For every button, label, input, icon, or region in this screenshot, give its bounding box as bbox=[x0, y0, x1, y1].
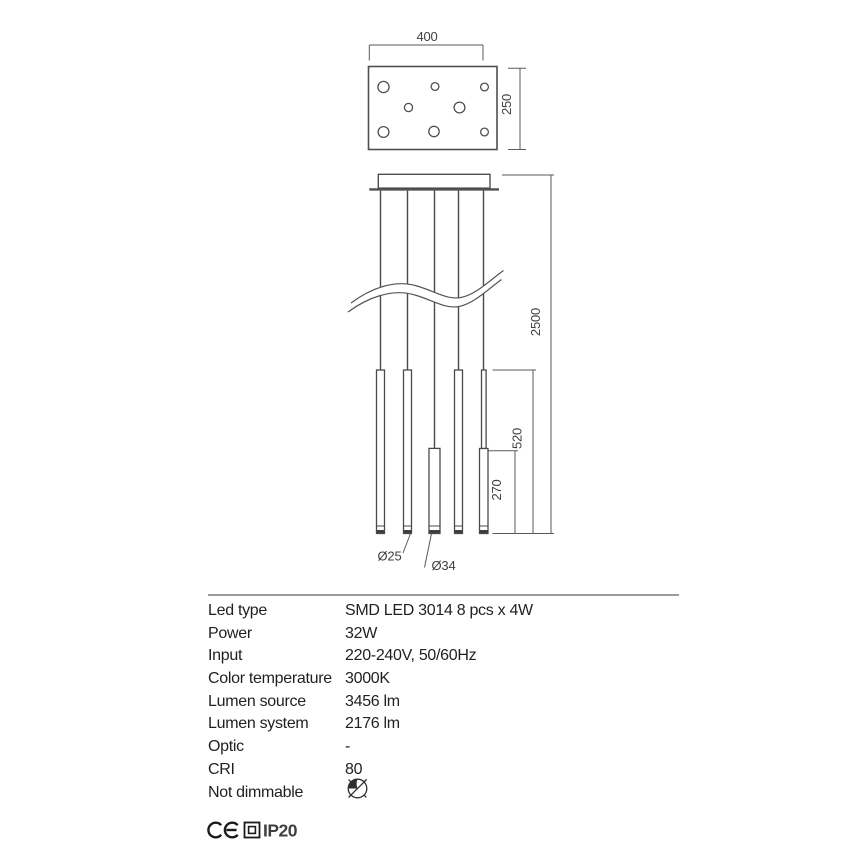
dimension-270 bbox=[489, 451, 519, 534]
suspension-wires bbox=[381, 191, 484, 449]
spec-value: 2176 lm bbox=[345, 715, 400, 733]
diameter-callouts bbox=[378, 534, 456, 574]
dim-label-d25: Ø25 bbox=[377, 548, 402, 564]
dimension-width-400 bbox=[369, 29, 483, 61]
spec-row-color-temperature bbox=[208, 668, 679, 691]
spec-label: Lumen system bbox=[208, 715, 309, 733]
spec-label: CRI bbox=[208, 760, 235, 778]
canopy-top-view bbox=[369, 67, 498, 150]
tube-long bbox=[455, 370, 463, 534]
spec-row-optic bbox=[208, 736, 679, 759]
spec-value: 3456 lm bbox=[345, 692, 400, 710]
spec-value: 3000K bbox=[345, 670, 390, 688]
tube-end-caps bbox=[377, 530, 488, 533]
canopy-box bbox=[378, 174, 490, 188]
spec-label: Optic bbox=[208, 738, 244, 756]
dim-label-270: 270 bbox=[489, 479, 504, 501]
tube-short-wide bbox=[480, 449, 489, 534]
dim-label-2500: 2500 bbox=[528, 307, 543, 337]
tube-long bbox=[404, 370, 412, 534]
tube-long bbox=[377, 370, 385, 534]
spec-value: 32W bbox=[345, 624, 377, 642]
spec-row-power bbox=[208, 623, 679, 646]
dim-label-250: 250 bbox=[499, 93, 514, 116]
spec-value: 220-240V, 50/60Hz bbox=[345, 647, 477, 665]
dim-label-d34: Ø34 bbox=[431, 558, 456, 573]
spec-label: Power bbox=[208, 624, 252, 642]
dimension-520 bbox=[493, 370, 537, 534]
spec-row-lumen-system bbox=[208, 713, 679, 736]
break-wave-symbol bbox=[348, 271, 504, 313]
dim-label-520: 520 bbox=[509, 427, 525, 450]
spec-label: Lumen source bbox=[208, 692, 306, 710]
spec-row-lumen-source bbox=[208, 691, 679, 714]
table-top-rule bbox=[208, 594, 679, 596]
certification-marks bbox=[206, 816, 326, 846]
pendant-side-view bbox=[348, 174, 554, 573]
spec-label: Input bbox=[208, 647, 243, 665]
spec-row-led-type bbox=[208, 600, 679, 623]
class-ii-insulation-icon bbox=[245, 823, 260, 838]
dimension-depth-250 bbox=[499, 68, 526, 149]
spec-value: SMD LED 3014 8 pcs x 4W bbox=[345, 602, 533, 619]
spec-label: Not dimmable bbox=[208, 783, 304, 801]
ce-mark-icon bbox=[208, 823, 237, 838]
spec-label: Led type bbox=[208, 602, 267, 619]
not-dimmable-icon bbox=[345, 776, 370, 809]
spec-value: - bbox=[345, 738, 351, 756]
spec-value: 80 bbox=[345, 760, 363, 778]
tube-short-wide bbox=[429, 448, 440, 533]
ip-rating-label: IP20 bbox=[263, 820, 297, 841]
spec-row-input bbox=[208, 645, 679, 668]
tube-long-narrow-back bbox=[482, 370, 487, 449]
spec-table bbox=[208, 600, 679, 804]
dim-label-400: 400 bbox=[416, 29, 438, 44]
light-tubes bbox=[377, 370, 489, 534]
spec-value bbox=[345, 778, 679, 809]
spec-label: Color temperature bbox=[208, 670, 332, 688]
spec-row-not-dimmable bbox=[208, 782, 679, 805]
